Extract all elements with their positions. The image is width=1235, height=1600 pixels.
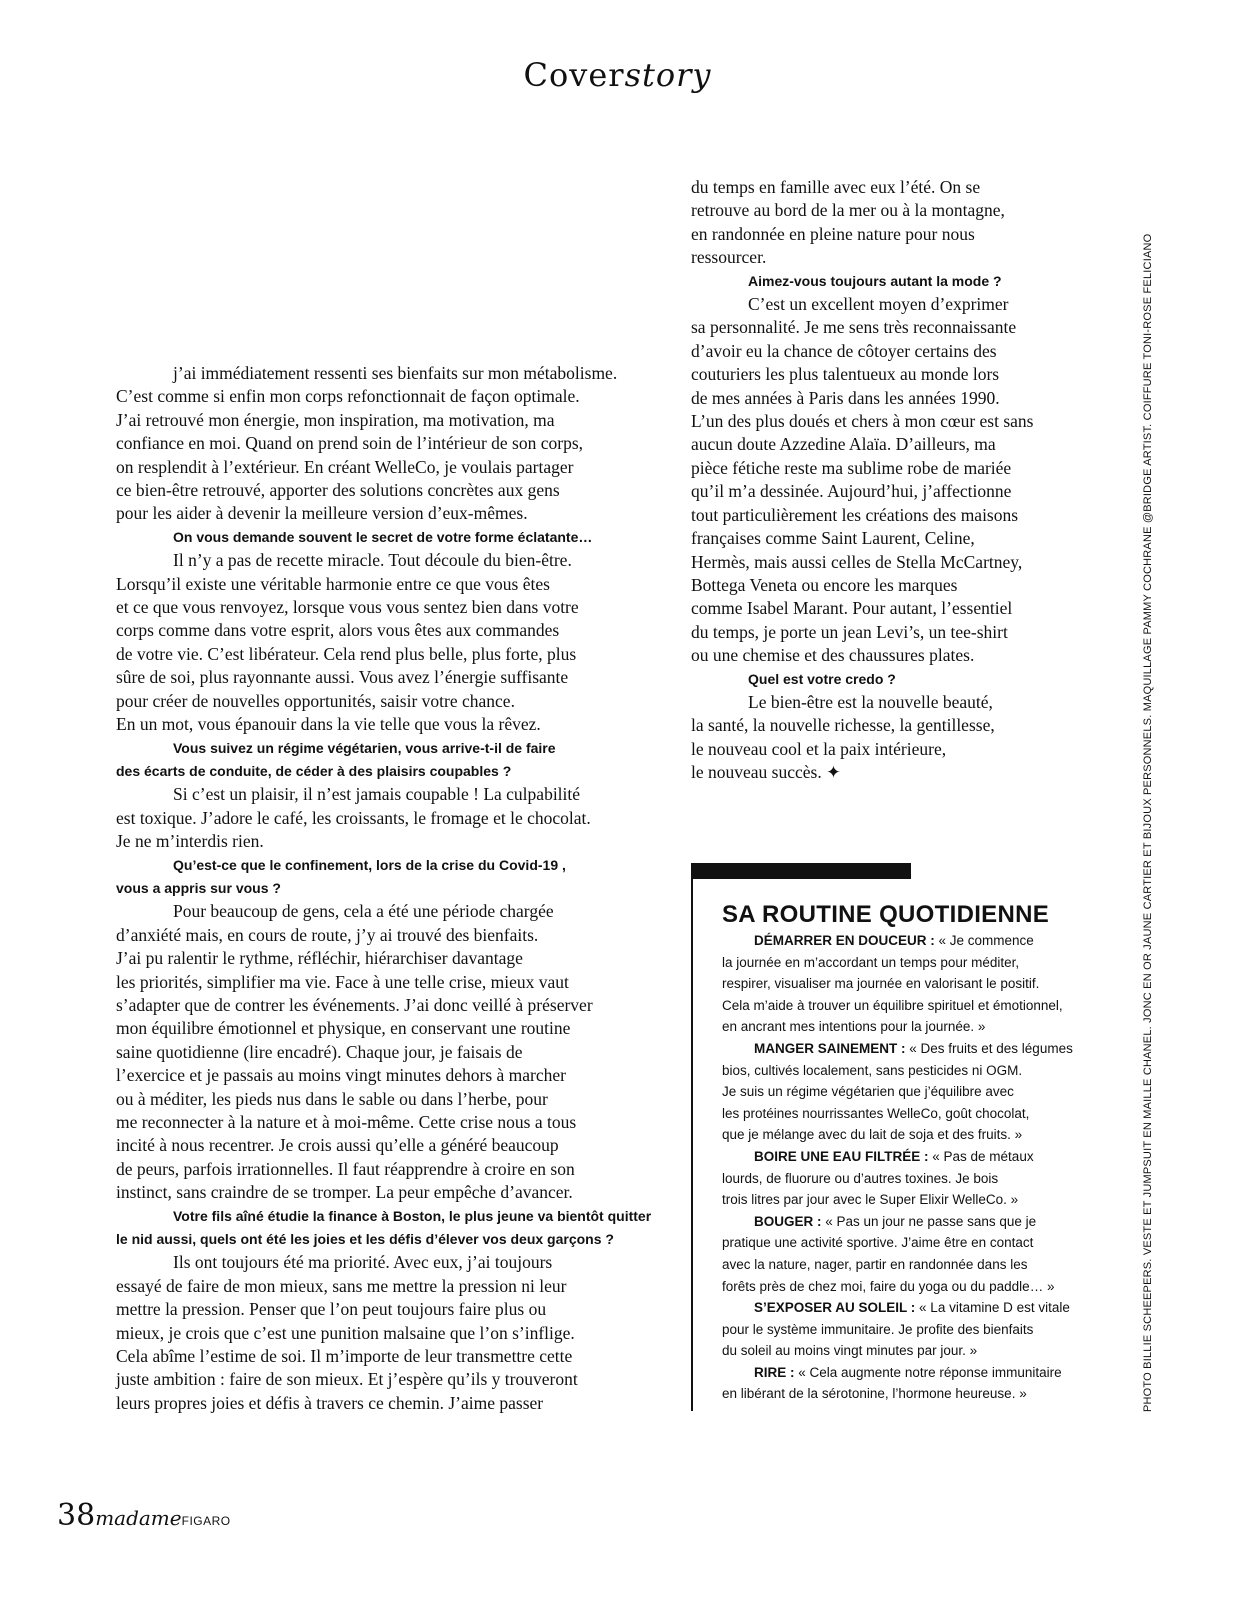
text-line: qu’il m’a dessinée. Aujourd’hui, j’affectionne bbox=[691, 481, 1012, 502]
page-number: 38 bbox=[57, 1498, 96, 1533]
routine-item bbox=[722, 1038, 1082, 1146]
text-line: du temps en famille avec eux l’été. On se bbox=[691, 177, 981, 197]
text-line: de mes années à Paris dans les années 1990. bbox=[691, 387, 1000, 408]
sidebar-box bbox=[722, 900, 1082, 1405]
routine-text-line: respirer, visualiser ma journée en valorisant le positif. bbox=[722, 976, 1040, 992]
text-line: françaises comme Saint Laurent, Celine, bbox=[691, 528, 975, 549]
text-line: Lorsqu’il existe une véritable harmonie entre ce que vous êtes bbox=[116, 573, 550, 594]
section-header bbox=[0, 56, 1235, 94]
question bbox=[691, 270, 1091, 293]
text-line: incité à nous recentrer. Je crois aussi qu’elle a généré beaucoup bbox=[116, 1135, 559, 1156]
question bbox=[116, 737, 646, 784]
text-line: Bottega Veneta ou encore les marques bbox=[691, 574, 958, 595]
routine-text: « La vitamine D est vitale bbox=[915, 1300, 1070, 1316]
text-line: juste ambition : faire de son mieux. Et j’espère qu’ils y trouveront bbox=[116, 1369, 578, 1390]
routine-text-line: en libérant de la sérotonine, l’hormone heureuse. » bbox=[722, 1386, 1027, 1402]
text-line: sûre de soi, plus rayonnante aussi. Vous avez l’énergie suffisante bbox=[116, 667, 569, 688]
text-line: J’ai retrouvé mon énergie, mon inspiration, ma motivation, ma bbox=[116, 409, 555, 430]
question bbox=[116, 854, 646, 901]
text-line: me reconnecter à la nature et à moi-même. Cette crise nous a tous bbox=[116, 1112, 577, 1132]
text-line: C’est un excellent moyen d’exprimer bbox=[748, 294, 1009, 315]
routine-text-line: pour le système immunitaire. Je profite des bienfaits bbox=[722, 1321, 1034, 1337]
routine-text-line: du soleil au moins vingt minutes par jour. » bbox=[722, 1343, 978, 1359]
magazine-brand: FIGARO bbox=[181, 1514, 231, 1528]
magazine-name: madame bbox=[95, 1506, 182, 1530]
text-line: ou une chemise et des chaussures plates. bbox=[691, 645, 975, 666]
text-line: Je ne m’interdis rien. bbox=[116, 831, 264, 852]
text-line: Si c’est un plaisir, il n’est jamais coupable ! La culpabilité bbox=[173, 784, 581, 805]
text-line: d’avoir eu la chance de côtoyer certains des bbox=[691, 340, 997, 361]
sidebar-box-rule bbox=[691, 863, 693, 1411]
text-line: retrouve au bord de la mer ou à la montagne, bbox=[691, 200, 1005, 221]
routine-text: « Pas de métaux bbox=[928, 1148, 1034, 1164]
text-line: comme Isabel Marant. Pour autant, l’essentiel bbox=[691, 598, 1013, 619]
text-line: En un mot, vous épanouir dans la vie telle que vous la rêvez. bbox=[116, 714, 541, 735]
text-line: Cela abîme l’estime de soi. Il m’importe de leur transmettre cette bbox=[116, 1346, 573, 1367]
text-line: Aimez-vous toujours autant la mode ? bbox=[748, 272, 1002, 289]
text-line: ressourcer. bbox=[691, 247, 767, 268]
sidebar-box-bar bbox=[691, 863, 911, 879]
header-cover: Cover bbox=[523, 56, 625, 94]
routine-label: DÉMARRER EN DOUCEUR : bbox=[754, 933, 935, 948]
text-line: pour créer de nouvelles opportunités, saisir votre chance. bbox=[116, 690, 515, 711]
text-line: mon équilibre émotionnel et physique, en conservant une routine bbox=[116, 1018, 571, 1039]
paragraph bbox=[691, 691, 1091, 785]
routine-item bbox=[722, 1362, 1082, 1405]
text-line: aucun doute Azzedine Alaïa. D’ailleurs, ma bbox=[691, 434, 996, 455]
left-text-column bbox=[116, 362, 652, 1415]
text-line: on resplendit à l’extérieur. En créant WelleCo, je voulais partager bbox=[116, 456, 574, 477]
text-line: Hermès, mais aussi celles de Stella McCartney, bbox=[691, 551, 1023, 572]
text-line: vous a appris sur vous ? bbox=[116, 879, 281, 896]
text-line: ou à méditer, les pieds nus dans le sable ou dans l’herbe, pour bbox=[116, 1088, 548, 1109]
text-line: des écarts de conduite, de céder à des plaisirs coupables ? bbox=[116, 762, 512, 779]
right-text-column bbox=[691, 176, 1091, 785]
text-line: le nouveau cool et la paix intérieure, bbox=[691, 738, 947, 759]
text-line: mieux, je crois que c’est une punition malsaine que l’on s’inflige. bbox=[116, 1322, 575, 1343]
text-line: pour les aider à devenir la meilleure version d’eux-mêmes. bbox=[116, 503, 528, 524]
text-line: de votre vie. C’est libérateur. Cela rend plus belle, plus forte, plus bbox=[116, 643, 577, 664]
routine-item bbox=[722, 1146, 1082, 1211]
routine-text-line: bios, cultivés localement, sans pesticides ni OGM. bbox=[722, 1062, 1023, 1078]
routine-first-line bbox=[722, 1297, 1082, 1319]
routine-label: RIRE : bbox=[754, 1364, 795, 1380]
text-line: mettre la pression. Penser que l’on peut toujours faire plus ou bbox=[116, 1299, 547, 1320]
paragraph bbox=[116, 900, 646, 1204]
text-line: Il n’y a pas de recette miracle. Tout découle du bien-être. bbox=[173, 550, 572, 571]
text-line: Pour beaucoup de gens, cela a été une période chargée bbox=[173, 901, 554, 922]
routine-text: « Je commence bbox=[934, 933, 1034, 948]
routine-item bbox=[722, 1211, 1082, 1297]
text-line: leurs propres joies et défis à travers ce chemin. J’aime passer bbox=[116, 1392, 544, 1413]
text-line: Vous suivez un régime végétarien, vous arrive-t-il de faire bbox=[173, 739, 556, 756]
routine-text-line: la journée en m’accordant un temps pour méditer, bbox=[722, 954, 1020, 970]
text-line: L’un des plus doués et chers à mon cœur est sans bbox=[691, 411, 1034, 432]
question bbox=[691, 668, 1091, 691]
text-line: saine quotidienne (lire encadré). Chaque jour, je faisais de bbox=[116, 1041, 523, 1062]
text-line: essayé de faire de mon mieux, sans me mettre la pression ni leur bbox=[116, 1275, 567, 1296]
header-story: story bbox=[624, 56, 712, 94]
paragraph bbox=[691, 293, 1091, 668]
text-line: s’adapter que de contrer les événements. J’ai donc veillé à préserver bbox=[116, 994, 593, 1015]
photo-credit: PHOTO BILLIE SCHEEPERS. VESTE ET JUMPSUIT EN MAILLE CHANEL. JONC EN OR JAUNE CARTIER ET BIJOUX PERSONNELS. MAQUILLAGE PAMMY COCHRANE @BRIDGE ARTIST. COIFFURE TONI-ROSE FELICIANO bbox=[1142, 233, 1154, 1412]
routine-text: « Pas un jour ne passe sans que je bbox=[821, 1213, 1037, 1229]
routine-first-line bbox=[722, 1038, 1082, 1060]
text-line: l’exercice et je passais au moins vingt minutes dehors à marcher bbox=[116, 1065, 566, 1086]
text-line: le nid aussi, quels ont été les joies et les défis d’élever vos deux garçons ? bbox=[116, 1231, 614, 1248]
routine-text-line: forêts près de chez moi, faire du yoga ou du paddle… » bbox=[722, 1278, 1055, 1294]
text-line: tout particulièrement les créations des maisons bbox=[691, 504, 1019, 525]
routine-text-line: en ancrant mes intentions pour la journée. » bbox=[722, 1019, 986, 1035]
routine-text-line: Cela m’aide à trouver un équilibre spirituel et émotionnel, bbox=[722, 997, 1063, 1013]
text-line: et ce que vous renvoyez, lorsque vous vous sentez bien dans votre bbox=[116, 597, 579, 618]
question bbox=[116, 526, 646, 549]
sidebar-box-body bbox=[722, 930, 1082, 1405]
routine-label: BOUGER : bbox=[754, 1213, 822, 1229]
page-footer bbox=[57, 1498, 231, 1533]
routine-item bbox=[722, 930, 1082, 1038]
text-line: de peurs, parfois irrationnelles. Il faut réapprendre à croire en son bbox=[116, 1158, 575, 1179]
routine-text-line: Je suis un régime végétarien que j’équilibre avec bbox=[722, 1084, 1014, 1100]
text-line: Qu’est-ce que le confinement, lors de la crise du Covid-19 , bbox=[173, 856, 566, 873]
routine-first-line bbox=[722, 1146, 1082, 1168]
text-line: le nouveau succès. ✦ bbox=[691, 762, 841, 783]
question bbox=[116, 1205, 652, 1252]
text-line: Quel est votre credo ? bbox=[748, 670, 896, 687]
routine-item bbox=[722, 1297, 1082, 1362]
text-line: pièce fétiche reste ma sublime robe de mariée bbox=[691, 457, 1012, 478]
text-line: C’est comme si enfin mon corps refonctionnait de façon optimale. bbox=[116, 386, 580, 407]
routine-label: S’EXPOSER AU SOLEIL : bbox=[754, 1300, 916, 1316]
routine-text-line: les protéines nourrissantes WelleCo, goût chocolat, bbox=[722, 1105, 1030, 1121]
text-line: corps comme dans votre esprit, alors vous êtes aux commandes bbox=[116, 620, 560, 641]
text-line: sa personnalité. Je me sens très reconnaissante bbox=[691, 317, 1017, 338]
paragraph bbox=[116, 783, 646, 853]
routine-text: « Cela augmente notre réponse immunitaire bbox=[794, 1364, 1062, 1380]
paragraph bbox=[116, 1251, 646, 1415]
routine-text-line: trois litres par jour avec le Super Elixir WelleCo. » bbox=[722, 1192, 1019, 1208]
routine-first-line bbox=[722, 930, 1082, 952]
text-line: les priorités, simplifier ma vie. Face à une telle crise, mieux vaut bbox=[116, 971, 569, 992]
text-line: en randonnée en pleine nature pour nous bbox=[691, 223, 975, 244]
text-line: Le bien-être est la nouvelle beauté, bbox=[748, 691, 993, 712]
routine-text-line: lourds, de fluorure ou d’autres toxines. Je bois bbox=[722, 1170, 999, 1186]
routine-first-line bbox=[722, 1211, 1082, 1233]
sidebar-box-title: SA ROUTINE QUOTIDIENNE bbox=[722, 901, 1050, 928]
text-line: ce bien-être retrouvé, apporter des solutions concrètes aux gens bbox=[116, 480, 560, 501]
text-line: la santé, la nouvelle richesse, la gentillesse, bbox=[691, 715, 995, 736]
text-line: d’anxiété mais, en cours de route, j’y ai trouvé des bienfaits. bbox=[116, 924, 539, 945]
text-line: On vous demande souvent le secret de votre forme éclatante… bbox=[173, 528, 593, 545]
text-line: est toxique. J’adore le café, les croissants, le fromage et le chocolat. bbox=[116, 807, 591, 828]
paragraph bbox=[116, 549, 646, 736]
text-line: J’ai pu ralentir le rythme, réfléchir, hiérarchiser davantage bbox=[116, 948, 523, 969]
text-line: instinct, sans craindre de se tromper. La peur empêche d’avancer. bbox=[116, 1182, 573, 1203]
paragraph bbox=[691, 176, 1091, 270]
text-line: Votre fils aîné étudie la finance à Boston, le plus jeune va bientôt quitter bbox=[173, 1207, 652, 1224]
routine-label: BOIRE UNE EAU FILTRÉE : bbox=[754, 1148, 929, 1164]
routine-label: MANGER SAINEMENT : bbox=[754, 1040, 906, 1056]
text-line: Ils ont toujours été ma priorité. Avec eux, j’ai toujours bbox=[173, 1252, 553, 1273]
paragraph bbox=[116, 362, 646, 526]
text-line: confiance en moi. Quand on prend soin de l’intérieur de son corps, bbox=[116, 433, 584, 454]
routine-text-line: pratique une activité sportive. J’aime être en contact bbox=[722, 1235, 1034, 1251]
text-line: j’ai immédiatement ressenti ses bienfaits sur mon métabolisme. bbox=[173, 363, 618, 383]
text-line: du temps, je porte un jean Levi’s, un tee-shirt bbox=[691, 621, 1008, 642]
text-line: couturiers les plus talentueux au monde lors bbox=[691, 364, 1000, 385]
routine-text-line: avec la nature, nager, partir en randonnée dans les bbox=[722, 1256, 1028, 1272]
routine-first-line bbox=[722, 1362, 1082, 1384]
routine-text: « Des fruits et des légumes bbox=[905, 1040, 1073, 1056]
routine-text-line: que je mélange avec du lait de soja et des fruits. » bbox=[722, 1127, 1023, 1143]
